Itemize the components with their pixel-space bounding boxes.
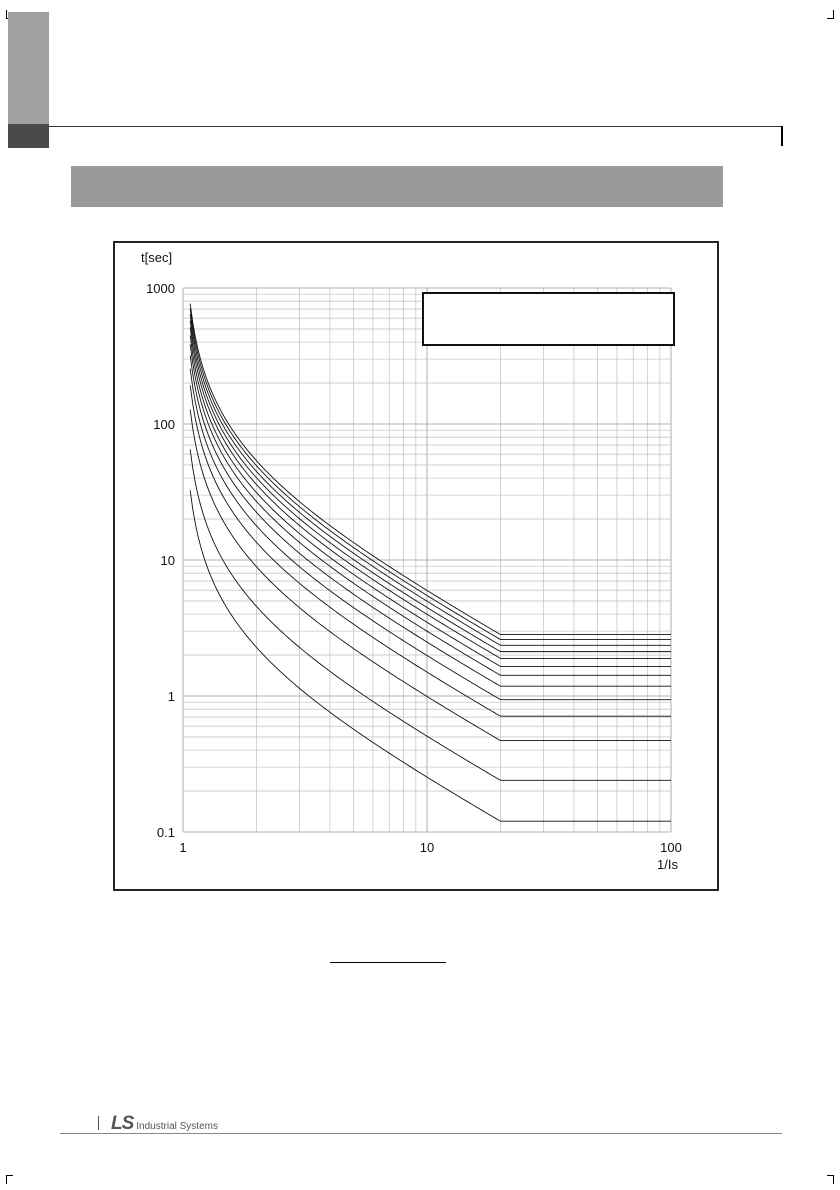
footer-divider xyxy=(98,1116,99,1130)
series-line-12 xyxy=(190,304,671,635)
series-line-2 xyxy=(190,410,671,741)
chart-grid xyxy=(183,288,671,832)
caption-underline xyxy=(330,962,446,963)
header-rule xyxy=(49,126,782,127)
chapter-side-tab xyxy=(8,12,49,124)
y-tick-label-4: 1000 xyxy=(146,281,175,296)
y-tick-labels xyxy=(146,281,175,840)
section-title-bar xyxy=(71,166,723,207)
chart-curves xyxy=(190,304,671,822)
legend-box xyxy=(423,293,674,345)
series-line-4 xyxy=(190,369,671,700)
footer-rule xyxy=(60,1133,782,1134)
brand xyxy=(111,1113,218,1135)
series-line-9 xyxy=(190,321,671,652)
y-axis-label: t[sec] xyxy=(141,250,173,265)
x-tick-label-0: 1 xyxy=(179,840,187,855)
y-tick-label-0: 0.1 xyxy=(156,825,175,840)
x-tick-label-1: 10 xyxy=(419,840,435,855)
series-line-10 xyxy=(190,314,671,645)
x-axis-label: 1/Is xyxy=(657,857,678,872)
chapter-side-tab-marker xyxy=(8,124,49,148)
series-line-0 xyxy=(190,490,671,821)
y-tick-label-3: 100 xyxy=(153,417,175,432)
y-tick-label-1: 1 xyxy=(167,689,175,704)
series-line-6 xyxy=(190,344,671,675)
ls-logo: LS xyxy=(111,1113,134,1134)
brand-name: Industrial Systems xyxy=(136,1121,218,1132)
crop-mark-bottom-left xyxy=(6,1175,13,1184)
x-tick-label-2: 100 xyxy=(660,840,682,855)
series-line-5 xyxy=(190,355,671,686)
inverse-time-curve-chart xyxy=(115,243,717,889)
x-tick-labels xyxy=(179,840,681,855)
crop-mark-top-right xyxy=(827,10,834,19)
y-tick-label-2: 10 xyxy=(160,553,175,568)
series-line-8 xyxy=(190,327,671,658)
crop-mark-bottom-right xyxy=(827,1175,834,1184)
header-rule-end-tick xyxy=(781,126,783,146)
chart-frame xyxy=(113,241,719,891)
